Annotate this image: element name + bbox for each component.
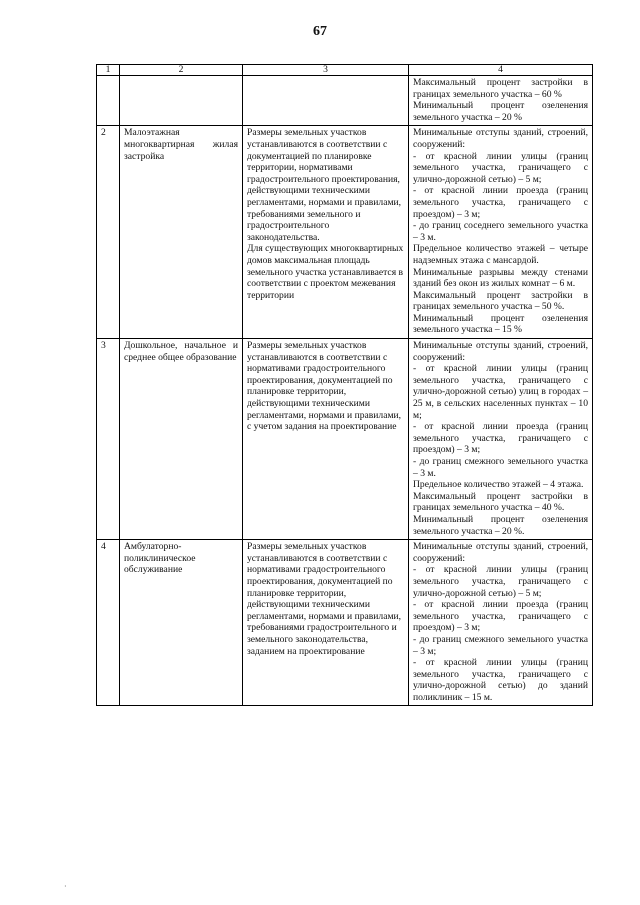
table-row [97, 126, 593, 339]
parameter-line: Минимальный процент озеленения земельного участка – 20 % [413, 100, 588, 123]
parameter-line: Максимальный процент застройки в границах земельного участка – 60 % [413, 77, 588, 100]
parameter-line: - до границ смежного земельного участка – 3 м. [413, 456, 588, 479]
table-row [97, 540, 593, 706]
header-col-4: 4 [409, 65, 593, 76]
parameter-line: Минимальные разрывы между стенами зданий без окон из жилых комнат – 6 м. [413, 266, 588, 290]
header-col-1: 1 [97, 65, 120, 76]
parameter-line: - от красной линии улицы (границ земельного участка, граничащего с улично-дорожной сетью) – 5 м; [413, 150, 588, 185]
construction-parameters [409, 540, 593, 706]
parameter-line: - от красной линии проезда (границ земельного участка, граничащего с проездом) – 3 м; [413, 599, 588, 634]
row-number [97, 76, 120, 126]
row-number: 4 [97, 540, 120, 706]
construction-parameters [409, 126, 593, 339]
parameter-line: - до границ смежного земельного участка – 3 м; [413, 633, 588, 657]
parameter-line: Предельное количество этажей – четыре надземных этажа с мансардой. [413, 243, 588, 266]
row-number: 3 [97, 339, 120, 540]
table-row [97, 339, 593, 540]
parameter-line: Минимальный процент озеленения земельного участка – 15 % [413, 312, 588, 336]
plot-size-rules [243, 76, 409, 126]
plot-size-rules: Размеры земельных участков устанавливаются в соответствии с нормативами градостроительного проектирования, документацией по планировке территории, действующими техническими регламентами, нормами и правилами, с учетом задания на проектирование [243, 339, 409, 540]
parameter-line: Максимальный процент застройки в границах земельного участка – 40 %. [413, 490, 588, 514]
construction-parameters [409, 76, 593, 126]
parameter-line: - от красной линии проезда (границ земельного участка, граничащего с проездом) – 3 м; [413, 421, 588, 456]
plot-size-rules: Размеры земельных участков устанавливаются в соответствии с документацией по планировке территории, нормативами градостроительного проектирования, действующими техническими регламентами, нормами и правилами, требованиями земельного и градостроительного законодательства. Для существующих многоквартирных домов максимальная площадь земельного участка устанавливается в соответствии с проектом межевания территории [243, 126, 409, 339]
header-col-2: 2 [120, 65, 243, 76]
parameter-line: Минимальные отступы зданий, строений, сооружений: [413, 541, 588, 564]
zoning-table [96, 64, 593, 706]
plot-size-rules: Размеры земельных участков устанавливаются в соответствии с нормативами градостроительного проектирования, документацией по планировке территории, действующими техническими регламентами, нормами и правилами, требованиями градостроительного и земельного законодательства, заданием на проектирование [243, 540, 409, 706]
land-use-type: Дошкольное, начальное и среднее общее образование [120, 339, 243, 540]
page-number: 67 [313, 24, 327, 39]
table-row [97, 76, 593, 126]
parameter-line: - до границ соседнего земельного участка – 3 м. [413, 220, 588, 243]
row-number: 2 [97, 126, 120, 339]
scan-mark: · [64, 882, 67, 891]
header-col-3: 3 [243, 65, 409, 76]
parameter-line: Максимальный процент застройки в границах земельного участка – 50 %. [413, 289, 588, 313]
table-body [97, 76, 593, 706]
parameter-line: Предельное количество этажей – 4 этажа. [413, 479, 584, 491]
parameter-line: Минимальный процент озеленения земельного участка – 20 %. [413, 513, 588, 537]
land-use-type [120, 76, 243, 126]
parameter-line: - от красной линии улицы (границ земельного участка, граничащего с улично-дорожной сетью) до зданий поликлиник – 15 м. [413, 657, 588, 703]
parameter-line: Минимальные отступы зданий, строений, сооружений: [413, 340, 588, 363]
construction-parameters [409, 339, 593, 540]
parameter-line: - от красной линии улицы (границ земельного участка, граничащего с улично-дорожной сетью) улиц в городах – 25 м, в сельских населенных пунктах – 10 м; [413, 363, 588, 421]
table-header [97, 65, 593, 76]
land-use-type: Амбулаторно-поликлиническое обслуживание [120, 540, 243, 706]
land-use-type: Малоэтажная многоквартирная жилая застройка [120, 126, 243, 339]
parameter-line: - от красной линии проезда (границ земельного участка, граничащего с проездом) – 3 м; [413, 185, 588, 220]
parameter-line: - от красной линии улицы (границ земельного участка, граничащего с улично-дорожной сетью) – 5 м; [413, 564, 588, 599]
parameter-line: Минимальные отступы зданий, строений, сооружений: [413, 127, 588, 150]
